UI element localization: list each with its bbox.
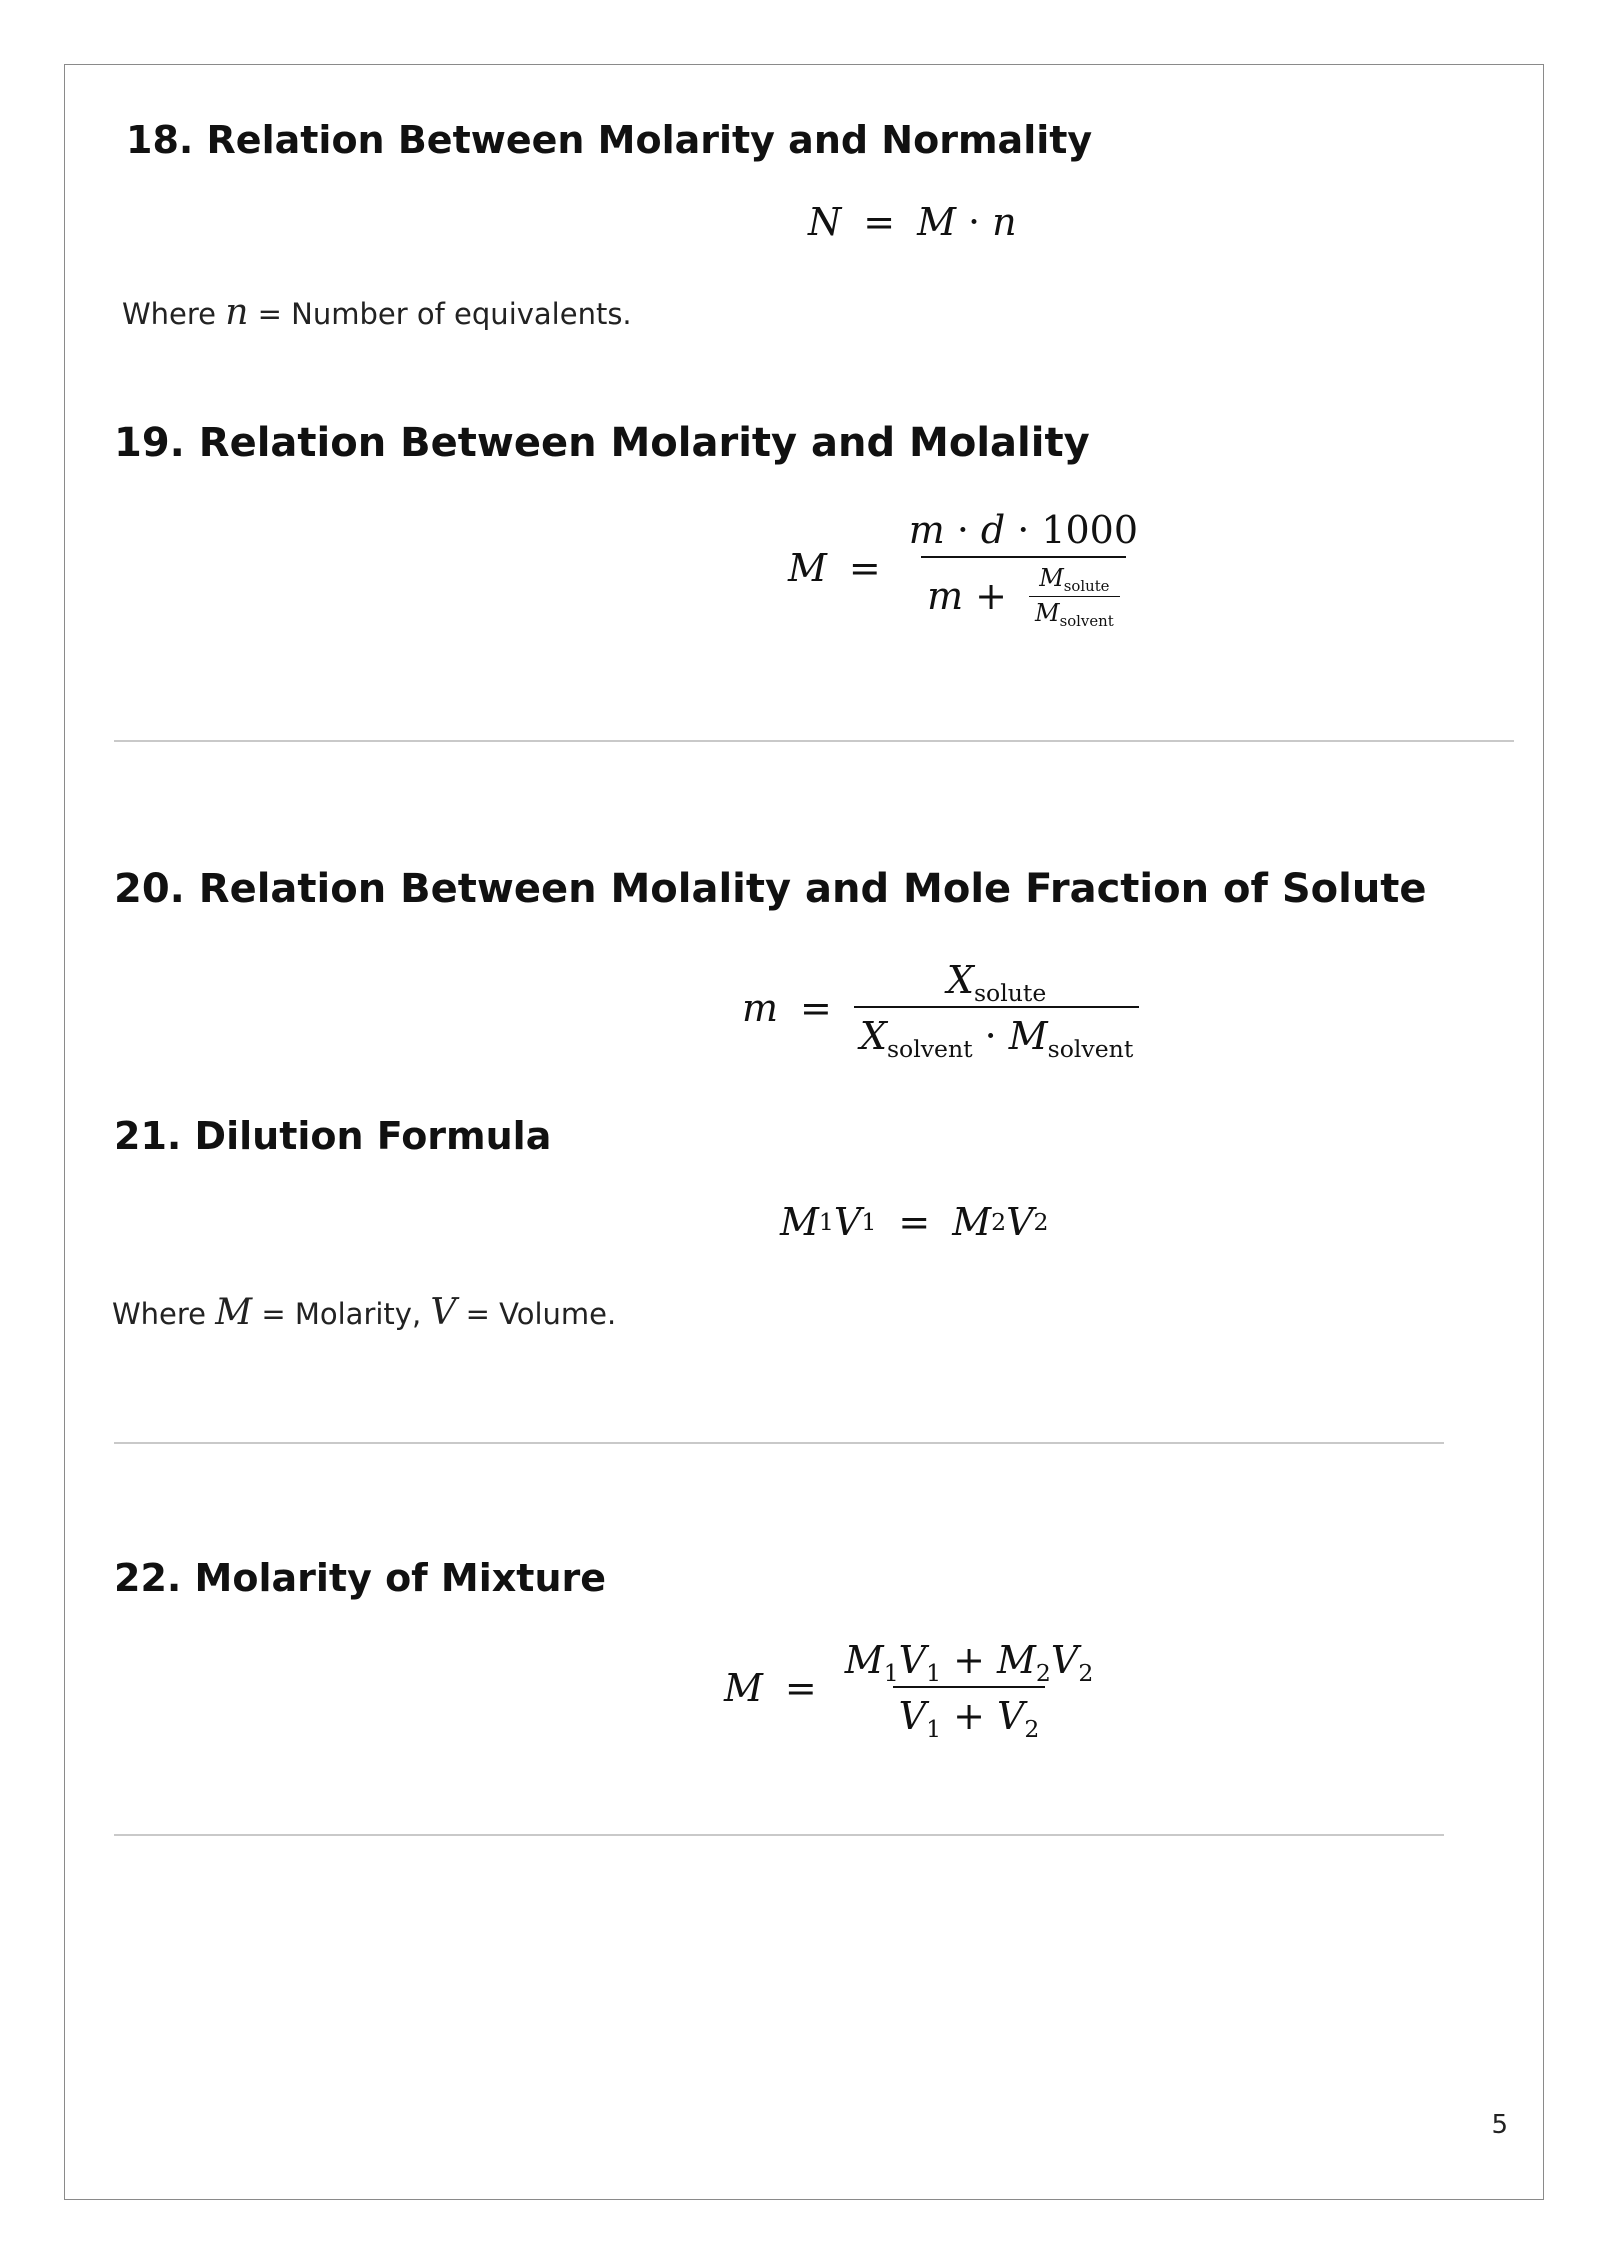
formula-molarity-mixture: M = $\frac{M_1V_1 + M_2V_2}{V_1 + V_2}$ <box>724 1638 1094 1744</box>
note-variable-v: V <box>430 1292 457 1333</box>
divider-1 <box>114 740 1514 742</box>
section-22-heading: 22. Molarity of Mixture <box>114 1556 607 1600</box>
section-19-heading: 19. Relation Between Molarity and Molality <box>114 420 1090 466</box>
formula-molarity-molality: M = m · d · 1000 m + $\frac{M_{solute}}{M_{solvent}}$ <box>788 508 1139 631</box>
section-21-heading: 21. Dilution Formula <box>114 1114 552 1158</box>
page-number: 5 <box>1491 2110 1508 2140</box>
note-variable: n <box>225 292 249 333</box>
note-text-molarity: = Molarity, <box>261 1297 422 1331</box>
note-text: = Number of equivalents. <box>257 297 632 331</box>
note-prefix: Where <box>112 1297 207 1331</box>
divider-2 <box>114 1442 1444 1444</box>
formula-normality: N = M · n <box>808 200 1017 244</box>
section-20-heading: 20. Relation Between Molality and Mole Fraction of Solute <box>114 866 1427 912</box>
formula-dilution: M 1 V 1 = M 2 V 2 <box>780 1200 1049 1244</box>
section-18-heading: 18. Relation Between Molarity and Normality <box>126 118 1093 162</box>
formula-molality-mole-fraction: m = $\frac{X_{solute}}{X_{solvent} \cdot M_{solvent}}$ <box>742 958 1139 1058</box>
note-equivalents <box>122 292 632 333</box>
note-text-volume: = Volume. <box>465 1297 617 1331</box>
note-dilution <box>112 1292 616 1333</box>
note-variable-m: M <box>215 1292 253 1333</box>
divider-3 <box>114 1834 1444 1836</box>
note-prefix: Where <box>122 297 217 331</box>
